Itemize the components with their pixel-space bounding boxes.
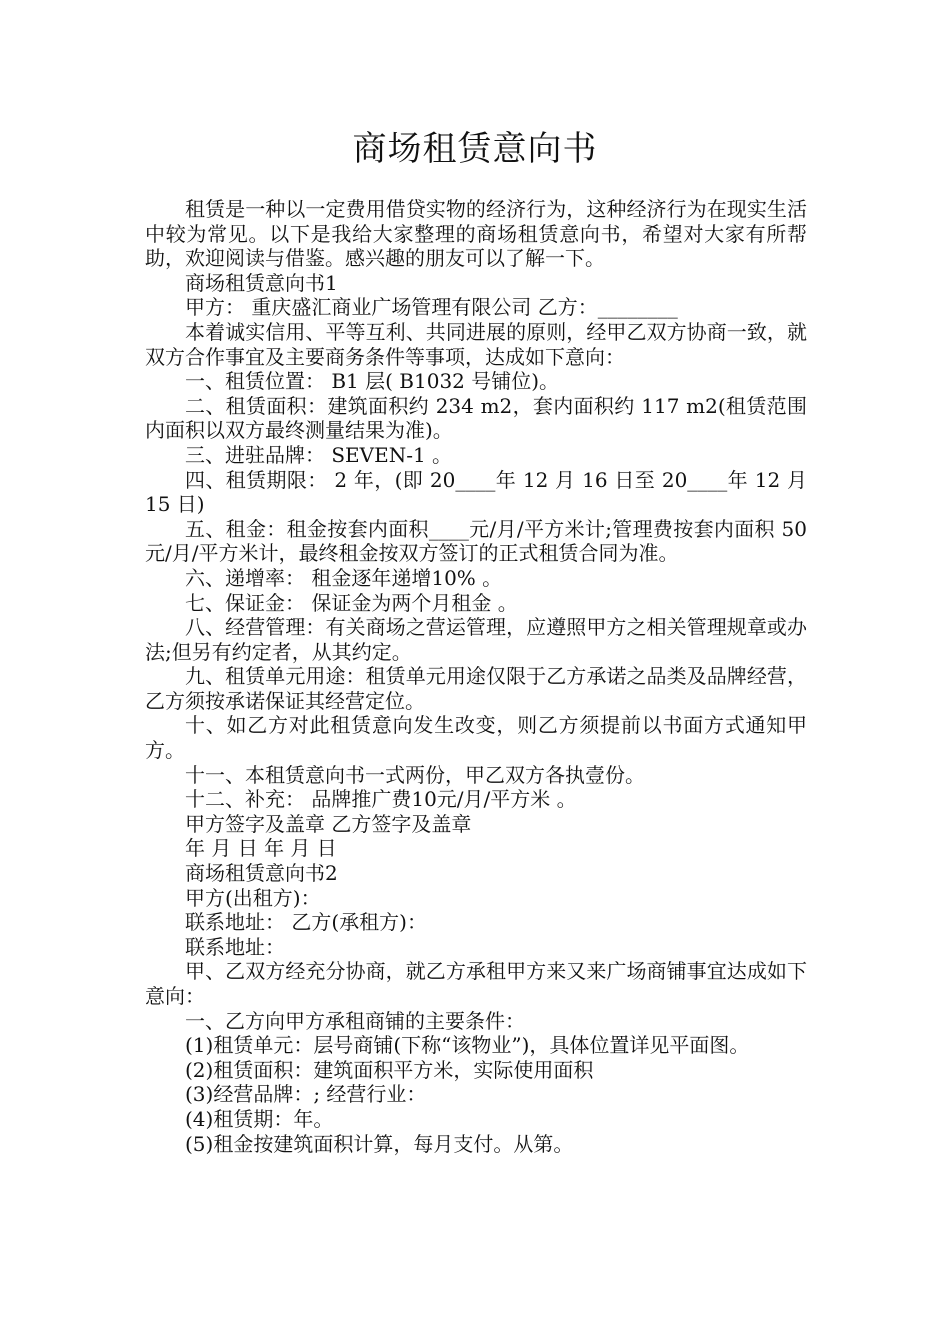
paragraph-item-11: 十一、本租赁意向书一式两份，甲乙双方各执壹份。 — [185, 762, 645, 787]
paragraph-parties: 甲方： 重庆盛汇商业广场管理有限公司 乙方：________ — [185, 295, 678, 320]
paragraph-date: 年 月 日 年 月 日 — [185, 836, 337, 861]
paragraph-agreement: 甲、乙双方经充分协商，就乙方承租甲方来又来广场商铺事宜达成如下意向： — [145, 959, 807, 1008]
paragraph-lessor: 甲方(出租方)： — [185, 885, 321, 910]
paragraph-item-4: 四、租赁期限： 2 年，(即 20____年 12 月 16 日至 20____年 12 月 15 日) — [145, 467, 807, 517]
paragraph-item-8: 八、经营管理：有关商场之营运管理，应遵照甲方之相关管理规章或办法;但另有约定者，从其约定。 — [145, 615, 807, 664]
paragraph-condition-5: (5)租金按建筑面积计算，每月支付。从第。 — [185, 1131, 574, 1156]
paragraph-condition-3: (3)经营品牌：; 经营行业： — [185, 1082, 427, 1107]
paragraph-address: 联系地址： — [185, 934, 285, 959]
document-title: 商场租赁意向书 — [352, 129, 598, 169]
paragraph-item-10: 十、如乙方对此租赁意向发生改变，则乙方须提前以书面方式通知甲方。 — [145, 713, 807, 763]
paragraph-condition-4: (4)租赁期：年。 — [185, 1106, 334, 1131]
paragraph-intro: 租赁是一种以一定费用借贷实物的经济行为，这种经济行为在现实生活中较为常见。以下是我给大家整理的商场租赁意向书，希望对大家有所帮助，欢迎阅读与借鉴。感兴趣的朋友可以了解一下。 — [145, 197, 807, 271]
paragraph-section-heading-1: 商场租赁意向书1 — [185, 270, 338, 295]
paragraph-section-heading-2: 商场租赁意向书2 — [185, 861, 338, 886]
paragraph-item-6: 六、递增率： 租金逐年递增10% 。 — [185, 565, 503, 590]
paragraph-item-7: 七、保证金： 保证金为两个月租金 。 — [185, 590, 518, 615]
paragraph-item-2: 二、租赁面积：建筑面积约 234 m2，套内面积约 117 m2(租赁范围内面积以双方最终测量结果为准)。 — [145, 393, 807, 443]
paragraph-conditions-heading: 一、乙方向甲方承租商铺的主要条件： — [185, 1008, 525, 1033]
paragraph-item-1: 一、租赁位置： B1 层( B1032 号铺位)。 — [185, 369, 560, 394]
paragraph-signature: 甲方签字及盖章 乙方签字及盖章 — [185, 811, 472, 836]
document-body — [145, 197, 807, 1156]
paragraph-address-lessee: 联系地址： 乙方(承租方)： — [185, 910, 427, 935]
paragraph-condition-1: (1)租赁单元：层号商铺(下称“该物业”)，具体位置详见平面图。 — [185, 1033, 750, 1058]
paragraph-item-12: 十二、补充： 品牌推广费10元/月/平方米 。 — [185, 787, 577, 812]
paragraph-item-5: 五、租金：租金按套内面积____元/月/平方米计;管理费按套内面积 50 元/月/平方米计，最终租金按双方签订的正式租赁合同为准。 — [145, 516, 807, 566]
paragraph-principle: 本着诚实信用、平等互利、共同进展的原则，经甲乙双方协商一致，就双方合作事宜及主要商务条件等事项，达成如下意向： — [145, 319, 807, 369]
paragraph-item-9: 九、租赁单元用途：租赁单元用途仅限于乙方承诺之品类及品牌经营，乙方须按承诺保证其经营定位。 — [145, 664, 807, 713]
paragraph-condition-2: (2)租赁面积：建筑面积平方米，实际使用面积 — [185, 1057, 594, 1082]
paragraph-item-3: 三、进驻品牌： SEVEN-1 。 — [185, 442, 453, 467]
